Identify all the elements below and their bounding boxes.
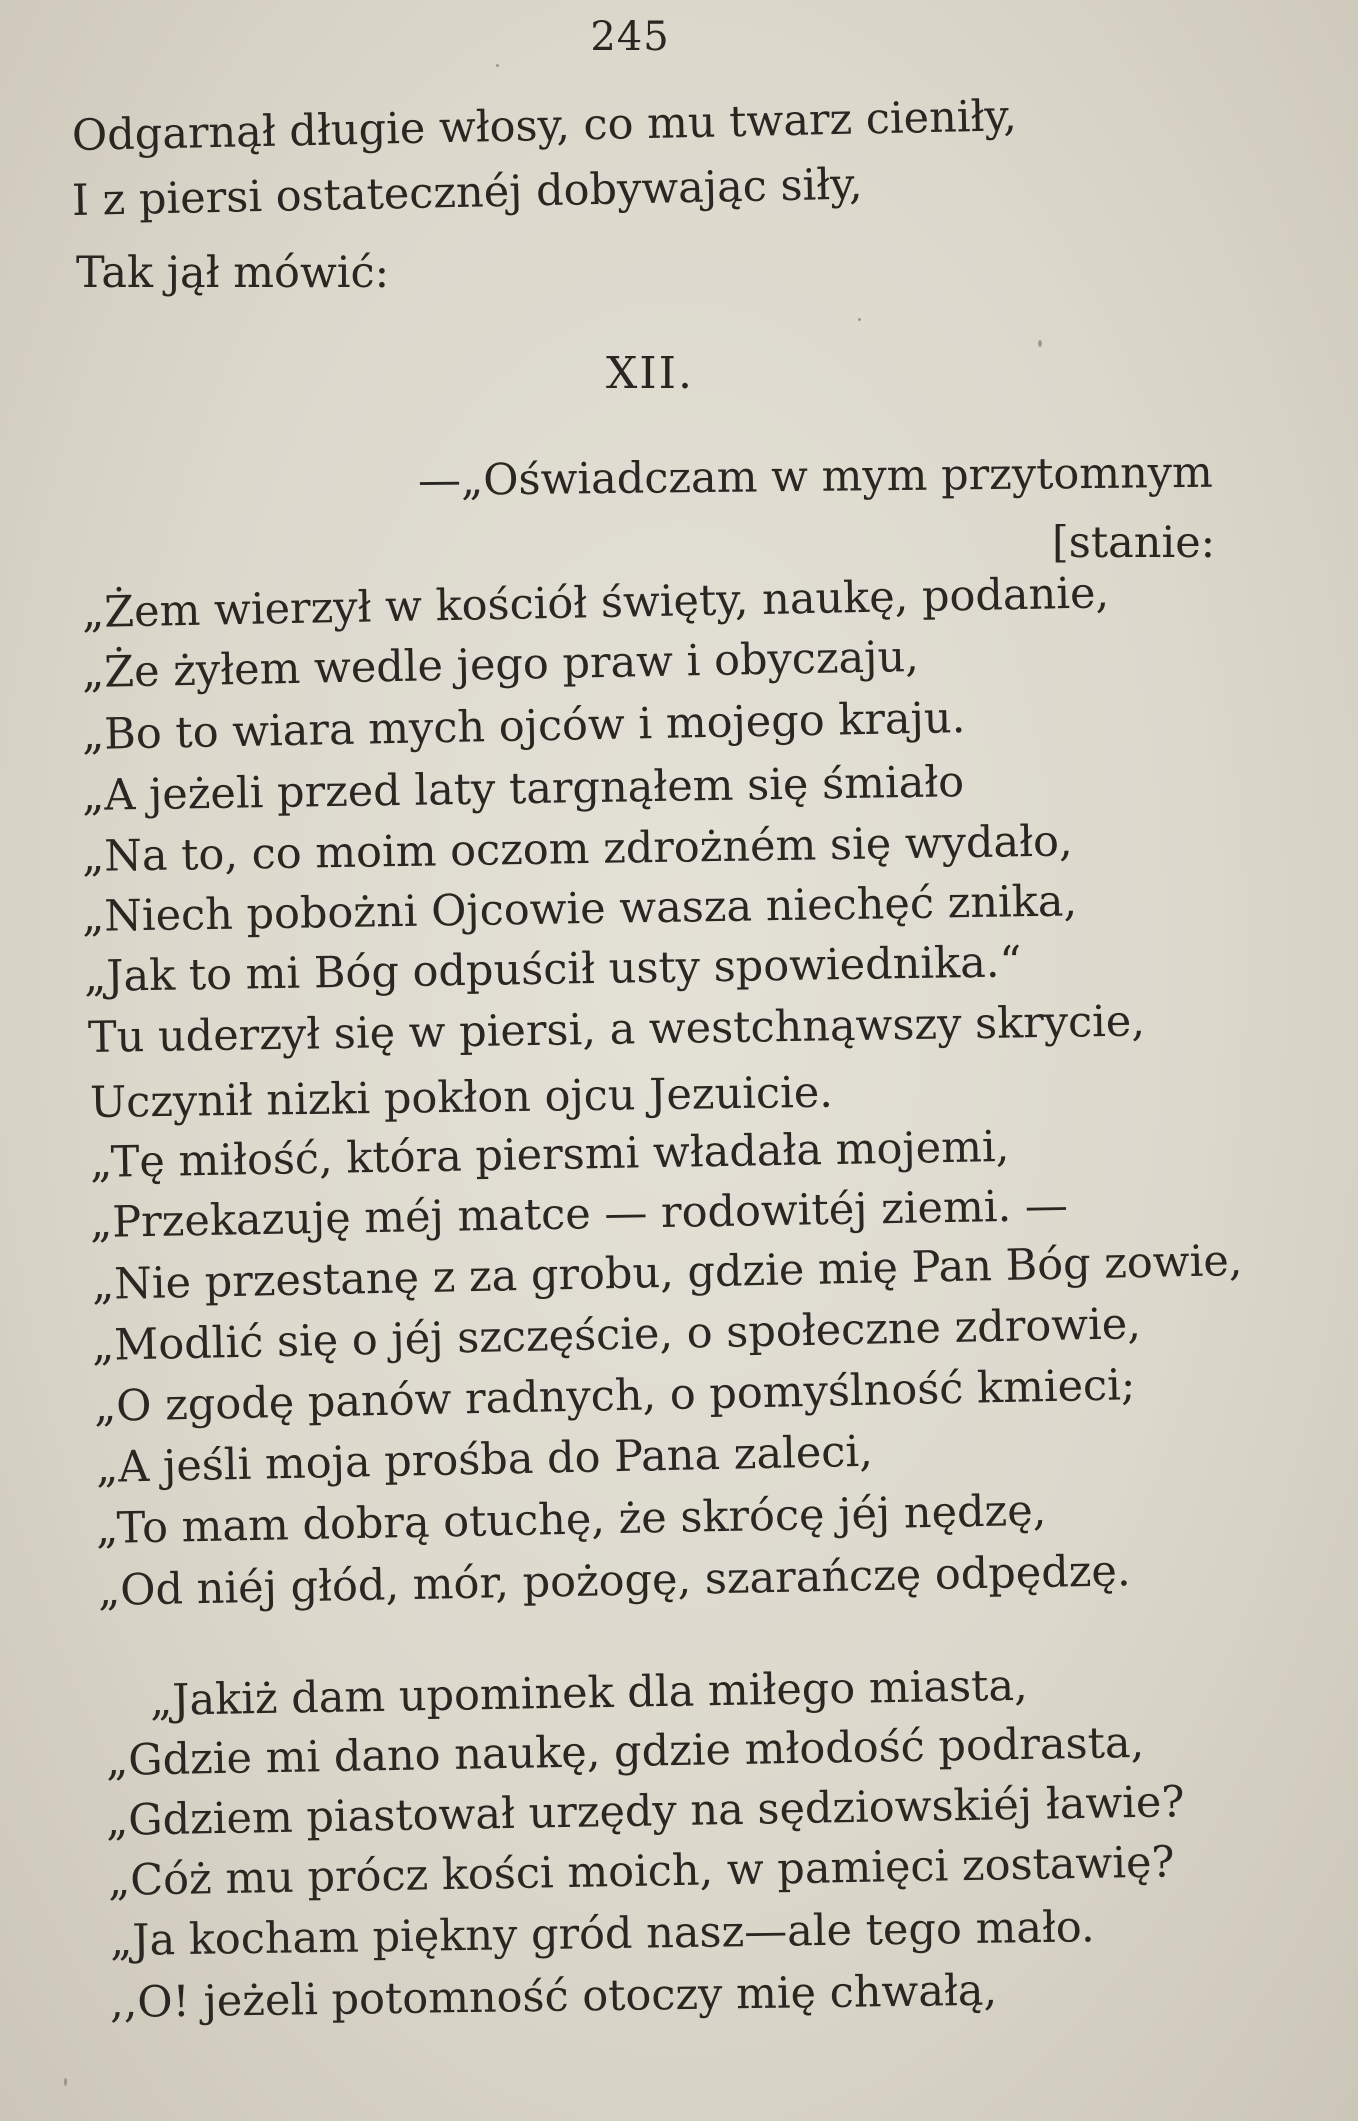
section-heading: XII. xyxy=(605,348,695,399)
poem-line: „Jak to mi Bóg odpuścił usty spowiednika.“ xyxy=(83,937,1022,1002)
poem-line: „Żem wierzył w kościół święty, naukę, podanie, xyxy=(81,568,1110,638)
poem-line: „Bo to wiara mych ojców i mojego kraju. xyxy=(81,693,966,760)
poem-line: „Że żyłem wedle jego praw i obyczaju, xyxy=(81,631,920,698)
poem-line: „O zgodę panów radnych, o pomyślność kmieci; xyxy=(93,1360,1136,1432)
poem-line: „Jakiż dam upominek dla miłego miasta, xyxy=(149,1660,1029,1726)
poem-line: „Tę miłość, która piersmi władała mojemi, xyxy=(89,1121,1010,1188)
paper-speck xyxy=(1038,340,1042,347)
poem-line: —„Oświadczam w mym przytomnym xyxy=(417,447,1214,506)
poem-line: „Na to, co moim oczom zdrożném się wydało, xyxy=(81,816,1073,882)
poem-line: „Nie przestanę z za grobu, gdzie mię Pan Bóg zowie, xyxy=(91,1235,1243,1310)
poem-line: Odgarnął długie włosy, co mu twarz cieniły, xyxy=(71,91,1018,161)
poem-line: „Ja kocham piękny gród nasz—ale tego mało. xyxy=(109,1902,1095,1966)
poem-line: Uczynił nizki pokłon ojcu Jezuicie. xyxy=(89,1067,834,1128)
poem-line: „Modlić się o jéj szczęście, o społeczne zdrowie, xyxy=(91,1299,1142,1371)
poem-line-continuation: [stanie: xyxy=(1052,518,1216,568)
poem-line: „Niech pobożni Ojcowie wasza niechęć znika, xyxy=(81,876,1078,942)
paper-speck xyxy=(64,2078,67,2086)
poem-line: „A jeżeli przed laty targnąłem się śmiało xyxy=(81,757,965,821)
poem-line: Tak jął mówić: xyxy=(76,248,390,298)
poem-line: „Cóż mu prócz kości moich, w pamięci zostawię? xyxy=(107,1837,1175,1906)
poem-line: Tu uderzył się w piersi, a westchnąwszy skrycie, xyxy=(87,996,1146,1063)
poem-line: ,,O! jeżeli potomność otoczy mię chwałą, xyxy=(109,1965,998,2028)
poem-line: „Od niéj głód, mór, pożogę, szarańczę odpędzę. xyxy=(97,1546,1131,1616)
poem-line: „A jeśli moja prośba do Pana zaleci, xyxy=(95,1426,874,1493)
poem-line: „To mam dobrą otuchę, że skrócę jéj nędzę, xyxy=(95,1485,1047,1554)
poem-line: „Przekazuję méj matce — rodowitéj ziemi. — xyxy=(89,1180,1069,1248)
paper-speck xyxy=(858,318,861,321)
poem-line: I z piersi ostatecznéj dobywając siły, xyxy=(71,159,863,226)
poem-line: „Gdzie mi dano naukę, gdzie młodość podrasta, xyxy=(105,1717,1145,1786)
poem-line: „Gdziem piastował urzędy na sędziowskiéj ławie? xyxy=(105,1777,1185,1846)
page-number: 245 xyxy=(590,14,670,60)
paper-speck xyxy=(496,64,499,67)
